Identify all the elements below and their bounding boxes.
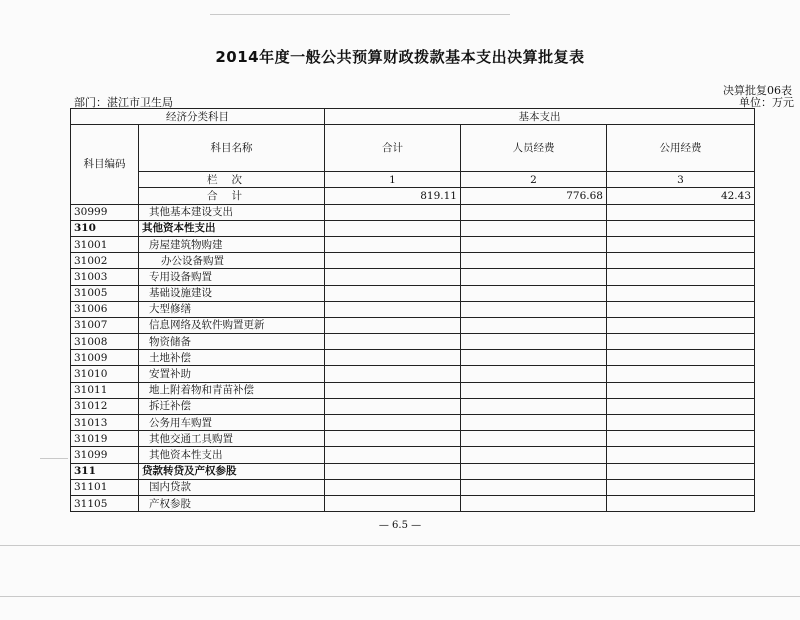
row-name: 安置补助 bbox=[139, 366, 325, 382]
table-row bbox=[71, 334, 755, 350]
table-row bbox=[71, 269, 755, 285]
row-public bbox=[607, 269, 755, 285]
row-public bbox=[607, 463, 755, 479]
header-staff: 人员经费 bbox=[461, 125, 607, 172]
row-name: 土地补偿 bbox=[139, 350, 325, 366]
scan-artifact-line bbox=[40, 458, 68, 459]
table-row bbox=[71, 350, 755, 366]
row-staff bbox=[461, 334, 607, 350]
table-row bbox=[71, 204, 755, 220]
row-code: 31013 bbox=[71, 415, 139, 431]
row-staff bbox=[461, 253, 607, 269]
row-name: 地上附着物和青苗补偿 bbox=[139, 382, 325, 398]
sum-row bbox=[71, 188, 755, 204]
table-row bbox=[71, 463, 755, 479]
row-public bbox=[607, 285, 755, 301]
row-code: 31007 bbox=[71, 317, 139, 333]
row-total bbox=[325, 479, 461, 495]
row-name: 产权参股 bbox=[139, 495, 325, 511]
sum-staff: 776.68 bbox=[461, 188, 607, 204]
row-total bbox=[325, 463, 461, 479]
row-name: 房屋建筑物购建 bbox=[139, 236, 325, 252]
row-public bbox=[607, 479, 755, 495]
page-number: — 6.5 — bbox=[378, 520, 422, 531]
table-row bbox=[71, 366, 755, 382]
row-code: 31105 bbox=[71, 495, 139, 511]
row-public bbox=[607, 415, 755, 431]
row-staff bbox=[461, 236, 607, 252]
form-code: 决算批复06表 bbox=[723, 84, 792, 97]
table-row bbox=[71, 236, 755, 252]
row-total bbox=[325, 350, 461, 366]
row-staff bbox=[461, 415, 607, 431]
header-col-1: 1 bbox=[325, 172, 461, 188]
row-code: 31009 bbox=[71, 350, 139, 366]
header-basic-expenditure: 基本支出 bbox=[325, 109, 755, 125]
row-total bbox=[325, 204, 461, 220]
row-code: 31099 bbox=[71, 447, 139, 463]
row-name: 其他资本性支出 bbox=[139, 220, 325, 236]
table-row bbox=[71, 253, 755, 269]
header-total: 合计 bbox=[325, 125, 461, 172]
row-public bbox=[607, 236, 755, 252]
row-public bbox=[607, 447, 755, 463]
document-title: 2014年度一般公共预算财政拨款基本支出决算批复表 bbox=[215, 48, 585, 66]
table-row bbox=[71, 317, 755, 333]
row-code: 31008 bbox=[71, 334, 139, 350]
row-name: 办公设备购置 bbox=[139, 253, 325, 269]
expenditure-table bbox=[70, 108, 755, 512]
header-col-3: 3 bbox=[607, 172, 755, 188]
row-name: 物资储备 bbox=[139, 334, 325, 350]
row-public bbox=[607, 301, 755, 317]
row-name: 公务用车购置 bbox=[139, 415, 325, 431]
table-row bbox=[71, 301, 755, 317]
row-staff bbox=[461, 495, 607, 511]
row-name: 其他交通工具购置 bbox=[139, 431, 325, 447]
sum-public: 42.43 bbox=[607, 188, 755, 204]
row-code: 310 bbox=[71, 220, 139, 236]
row-total bbox=[325, 447, 461, 463]
row-staff bbox=[461, 204, 607, 220]
row-public bbox=[607, 366, 755, 382]
table-row bbox=[71, 431, 755, 447]
row-staff bbox=[461, 366, 607, 382]
row-code: 30999 bbox=[71, 204, 139, 220]
row-total bbox=[325, 398, 461, 414]
row-name: 拆迁补偿 bbox=[139, 398, 325, 414]
table-row bbox=[71, 479, 755, 495]
row-total bbox=[325, 415, 461, 431]
row-code: 31006 bbox=[71, 301, 139, 317]
row-staff bbox=[461, 463, 607, 479]
header-row-top bbox=[71, 109, 755, 125]
row-total bbox=[325, 269, 461, 285]
table-row bbox=[71, 285, 755, 301]
row-total bbox=[325, 495, 461, 511]
row-staff bbox=[461, 447, 607, 463]
row-name: 国内贷款 bbox=[139, 479, 325, 495]
header-col-label: 栏次 bbox=[139, 172, 325, 188]
row-code: 31003 bbox=[71, 269, 139, 285]
scan-artifact-line bbox=[210, 14, 510, 15]
row-public bbox=[607, 204, 755, 220]
row-total bbox=[325, 253, 461, 269]
row-total bbox=[325, 382, 461, 398]
row-public bbox=[607, 334, 755, 350]
unit-label: 单位：万元 bbox=[739, 96, 794, 109]
row-public bbox=[607, 431, 755, 447]
header-col-2: 2 bbox=[461, 172, 607, 188]
scan-artifact-line bbox=[0, 545, 800, 546]
row-code: 311 bbox=[71, 463, 139, 479]
scan-artifact-line bbox=[0, 596, 800, 597]
row-total bbox=[325, 366, 461, 382]
table-row bbox=[71, 415, 755, 431]
header-name: 科目名称 bbox=[139, 125, 325, 172]
row-public bbox=[607, 220, 755, 236]
row-public bbox=[607, 317, 755, 333]
row-name: 其他基本建设支出 bbox=[139, 204, 325, 220]
table-row bbox=[71, 398, 755, 414]
row-staff bbox=[461, 301, 607, 317]
table-row bbox=[71, 220, 755, 236]
row-public bbox=[607, 382, 755, 398]
row-public bbox=[607, 253, 755, 269]
row-public bbox=[607, 398, 755, 414]
row-name: 基础设施建设 bbox=[139, 285, 325, 301]
row-code: 31101 bbox=[71, 479, 139, 495]
header-row-column-index bbox=[71, 172, 755, 188]
row-name: 专用设备购置 bbox=[139, 269, 325, 285]
header-row-columns bbox=[71, 125, 755, 172]
row-code: 31012 bbox=[71, 398, 139, 414]
sum-total: 819.11 bbox=[325, 188, 461, 204]
table-row bbox=[71, 495, 755, 511]
row-name: 大型修缮 bbox=[139, 301, 325, 317]
row-staff bbox=[461, 431, 607, 447]
row-staff bbox=[461, 382, 607, 398]
row-staff bbox=[461, 285, 607, 301]
row-staff bbox=[461, 398, 607, 414]
row-staff bbox=[461, 350, 607, 366]
department-label: 部门：湛江市卫生局 bbox=[74, 96, 173, 109]
row-public bbox=[607, 495, 755, 511]
row-total bbox=[325, 285, 461, 301]
row-code: 31005 bbox=[71, 285, 139, 301]
row-code: 31019 bbox=[71, 431, 139, 447]
row-code: 31002 bbox=[71, 253, 139, 269]
header-public: 公用经费 bbox=[607, 125, 755, 172]
table-row bbox=[71, 382, 755, 398]
row-staff bbox=[461, 269, 607, 285]
sum-label: 合计 bbox=[139, 188, 325, 204]
row-staff bbox=[461, 317, 607, 333]
table-row bbox=[71, 447, 755, 463]
row-total bbox=[325, 301, 461, 317]
row-total bbox=[325, 317, 461, 333]
row-public bbox=[607, 350, 755, 366]
row-name: 贷款转贷及产权参股 bbox=[139, 463, 325, 479]
header-code: 科目编码 bbox=[71, 125, 139, 204]
row-name: 信息网络及软件购置更新 bbox=[139, 317, 325, 333]
row-total bbox=[325, 236, 461, 252]
row-total bbox=[325, 431, 461, 447]
header-econ-class: 经济分类科目 bbox=[71, 109, 325, 125]
row-staff bbox=[461, 479, 607, 495]
row-code: 31010 bbox=[71, 366, 139, 382]
row-total bbox=[325, 334, 461, 350]
row-code: 31011 bbox=[71, 382, 139, 398]
row-code: 31001 bbox=[71, 236, 139, 252]
row-staff bbox=[461, 220, 607, 236]
row-total bbox=[325, 220, 461, 236]
row-name: 其他资本性支出 bbox=[139, 447, 325, 463]
